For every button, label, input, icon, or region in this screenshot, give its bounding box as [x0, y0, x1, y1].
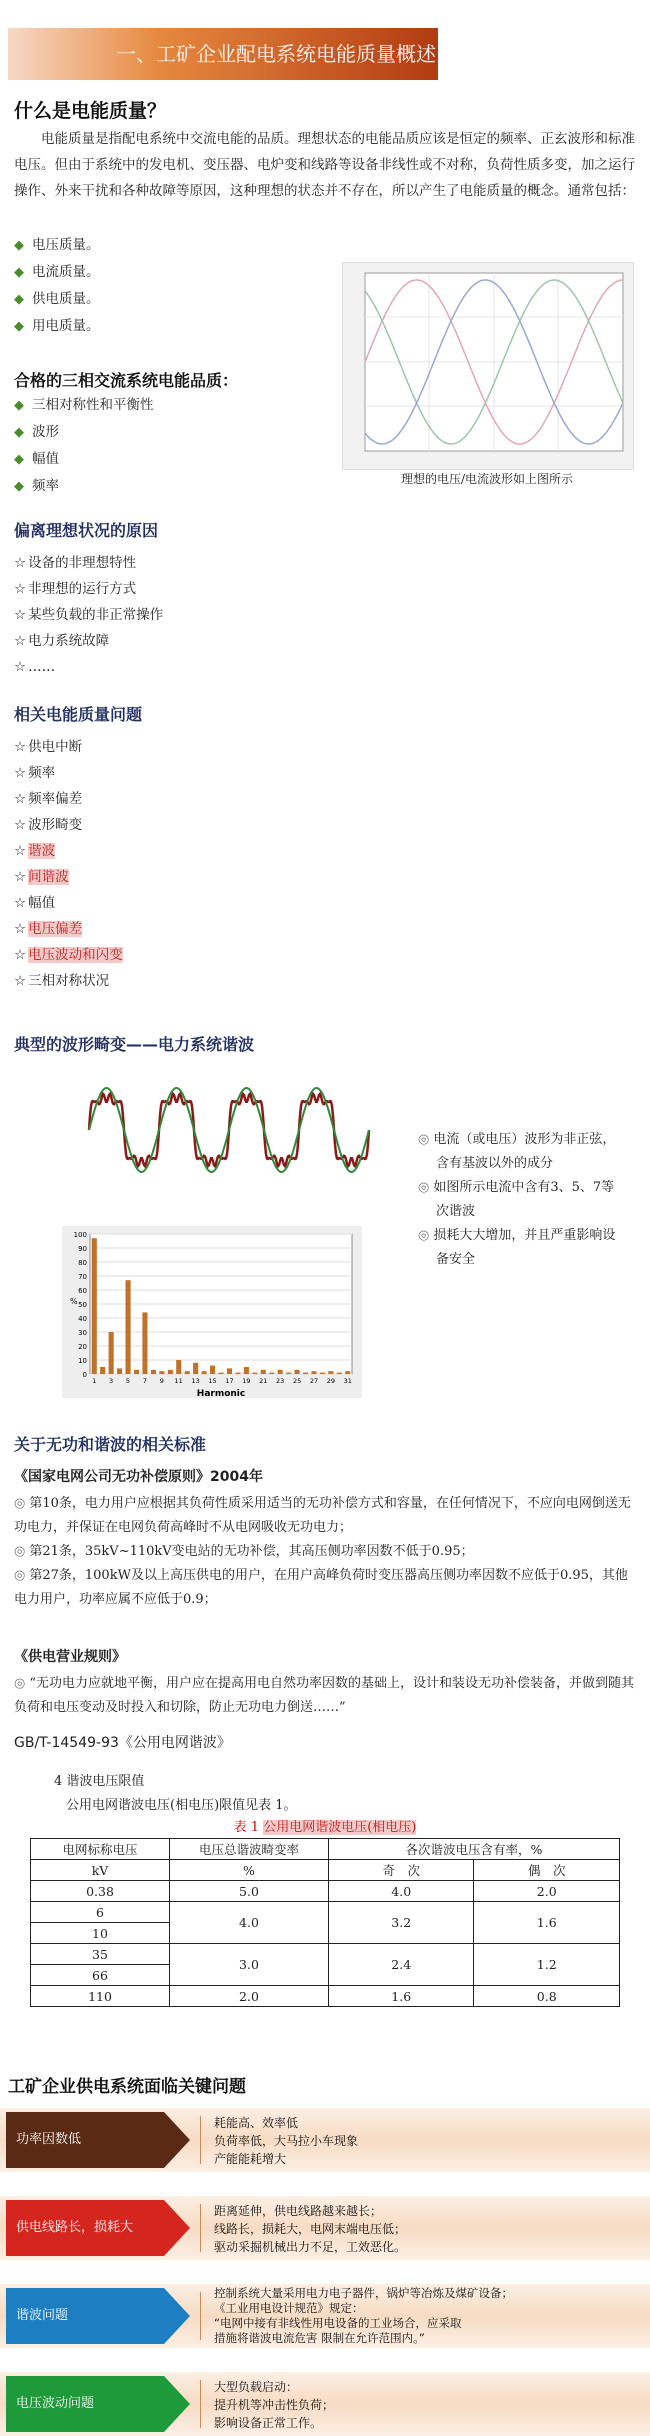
- y-tick-label: 60: [78, 1287, 87, 1295]
- diamond-icon: ◆: [14, 398, 24, 413]
- bar: [345, 1371, 350, 1374]
- header-cell: kV: [31, 1860, 170, 1881]
- cell: 1.6: [474, 1902, 620, 1944]
- x-tick-label: 13: [191, 1377, 200, 1385]
- key-problem-line: “电网中接有非线性用电设备的工业场合，应采取: [214, 2316, 462, 2330]
- circle-bullet-icon: ◎: [14, 1568, 26, 1583]
- bar: [159, 1371, 164, 1374]
- bar: [134, 1370, 139, 1374]
- distorted-wave-figure: [84, 1070, 374, 1190]
- cell: 3.2: [329, 1902, 474, 1944]
- bar: [328, 1371, 333, 1374]
- bar: [176, 1360, 181, 1374]
- x-axis-label: Harmonic: [196, 1389, 246, 1398]
- section-title: 4 谐波电压限值: [54, 1774, 145, 1789]
- what-paragraph: 电能质量是指配电系统中交流电能的品质。理想状态的电能品质应该是恒定的频率、正玄波形和标准电压。但由于系统中的发电机、变压器、电炉变和线路等设备非线性或不对称，负荷性质多变，加之运行操作、外来干扰和各种故障等原因，这种理想的状态并不存在，所以产生了电能质量的概念。通常包括：: [14, 131, 635, 199]
- cell: 10: [31, 1923, 170, 1944]
- cell: 4.0: [170, 1902, 329, 1944]
- bar: [278, 1370, 283, 1374]
- star-icon: ☆: [14, 765, 27, 781]
- list-item: ☆ ……: [14, 659, 56, 675]
- list-item: ☆ 设备的非理想特性: [14, 555, 137, 571]
- doc1-item: ◎ 第10条，电力用户应根据其负荷性质采用适当的无功补偿方式和容量，在任何情况下，不应向电网倒送无功电力，并保证在电网负荷高峰时不从电网吸收无功电力；: [14, 1496, 631, 1535]
- star-icon: ☆: [14, 581, 27, 597]
- problems-list: [14, 734, 123, 994]
- table-row: [31, 1944, 620, 1965]
- list-item: ◆ 波形: [14, 424, 59, 440]
- key-problem-line: 提升机等冲击性负荷；: [214, 2398, 335, 2412]
- star-icon: ☆: [14, 869, 27, 885]
- key-problem-row: [0, 2196, 650, 2260]
- sine-wave-svg: [343, 263, 633, 469]
- list-item: ☆ 频率: [14, 765, 56, 781]
- cell: 1.6: [329, 1986, 474, 2007]
- cell: 66: [31, 1965, 170, 1986]
- y-tick-label: 0: [82, 1371, 87, 1379]
- y-tick-label: 20: [78, 1343, 87, 1351]
- y-tick-label: 100: [73, 1231, 87, 1239]
- harmonic-bullet: ◎ 电流（或电压）波形为非正弦，含有基波以外的成分: [418, 1132, 616, 1171]
- x-tick-label: 15: [208, 1377, 217, 1385]
- y-tick-label: 30: [78, 1329, 87, 1337]
- divider: [200, 2204, 201, 2252]
- key-problem-line: 驱动采掘机械出力不足，工效恶化。: [214, 2240, 407, 2254]
- harmonic-bullet: ◎ 如图所示电流中含有3、5、7等次谐波: [418, 1180, 615, 1219]
- diamond-icon: ◆: [14, 238, 24, 253]
- cell: 2.0: [170, 1986, 329, 2007]
- sine-wave-figure: [342, 262, 634, 470]
- list-item: ☆ 谐波: [14, 843, 56, 859]
- bar: [126, 1280, 131, 1374]
- divider: [200, 2116, 201, 2164]
- bar: [193, 1363, 198, 1374]
- bar: [210, 1366, 215, 1374]
- x-tick-label: 7: [142, 1377, 147, 1385]
- what-heading: 什么是电能质量？: [14, 100, 167, 122]
- cell: 4.0: [329, 1881, 474, 1902]
- star-icon: ☆: [14, 895, 27, 911]
- list-item: ◆ 供电质量。: [14, 291, 100, 307]
- key-problem-line: 影响设备正常工作。: [214, 2416, 323, 2430]
- y-axis-label: %: [70, 1297, 78, 1306]
- table-row: [31, 1902, 620, 1923]
- star-icon: ☆: [14, 791, 27, 807]
- bar: [227, 1368, 232, 1374]
- key-problem-label: 谐波问题: [16, 2308, 69, 2323]
- x-tick-label: 9: [159, 1377, 164, 1385]
- bar: [244, 1367, 249, 1374]
- bar: [92, 1238, 97, 1374]
- list-item: ◆ 用电质量。: [14, 318, 100, 334]
- problems-heading: 相关电能质量问题: [14, 705, 143, 724]
- circle-bullet-icon: ◎: [14, 1544, 26, 1559]
- cell: 3.0: [170, 1944, 329, 1986]
- y-tick-label: 10: [78, 1357, 87, 1365]
- deviation-heading: 偏离理想状况的原因: [14, 521, 159, 540]
- x-tick-label: 25: [292, 1377, 302, 1385]
- header-cell: 电压总谐波畸变率: [170, 1839, 329, 1860]
- what-list: [14, 232, 100, 340]
- key-problem-label: 电压波动问题: [16, 2396, 95, 2411]
- star-icon: ☆: [14, 633, 27, 649]
- x-tick-label: 1: [92, 1377, 97, 1385]
- key-problem-line: 大型负载启动：: [214, 2380, 299, 2394]
- bar: [109, 1332, 114, 1374]
- circle-bullet-icon: ◎: [418, 1180, 430, 1195]
- divider: [200, 2292, 201, 2340]
- qualified-list: [14, 392, 154, 500]
- bar: [117, 1368, 122, 1374]
- table-caption: 表 1 公用电网谐波电压(相电压): [233, 1820, 417, 1835]
- star-icon: ☆: [14, 659, 27, 675]
- table-row: [31, 1881, 620, 1902]
- star-icon: ☆: [14, 921, 27, 937]
- diamond-icon: ◆: [14, 319, 24, 334]
- circle-bullet-icon: ◎: [418, 1228, 430, 1243]
- list-item: ☆ 电压波动和闪变: [14, 947, 123, 963]
- cell: 6: [31, 1902, 170, 1923]
- cell: 2.4: [329, 1944, 474, 1986]
- diamond-icon: ◆: [14, 425, 24, 440]
- circle-bullet-icon: ◎: [14, 1496, 26, 1511]
- key-problem-label: 功率因数低: [16, 2132, 82, 2147]
- key-problem-line: 产能能耗增大: [214, 2152, 287, 2166]
- key-problem-line: 距离延伸，供电线路越来越长；: [214, 2204, 383, 2218]
- key-problem-line: 耗能高、效率低: [214, 2116, 299, 2130]
- harmonic-chart-svg: [62, 1226, 362, 1398]
- header-cell: 偶 次: [474, 1860, 620, 1881]
- header-cell: 奇 次: [329, 1860, 474, 1881]
- harmonic-limit-table: [30, 1838, 620, 2007]
- divider: [200, 2380, 201, 2428]
- star-icon: ☆: [14, 739, 27, 755]
- x-tick-label: 17: [225, 1377, 234, 1385]
- bar: [311, 1371, 316, 1374]
- bar: [320, 1373, 325, 1374]
- standards-heading: 关于无功和谐波的相关标准: [14, 1435, 207, 1454]
- y-tick-label: 80: [78, 1259, 87, 1267]
- key-problem-line: 线路长，损耗大，电网末端电压低；: [214, 2222, 407, 2236]
- x-tick-label: 19: [242, 1377, 251, 1385]
- key-problem-row: [0, 2108, 650, 2172]
- cell: 110: [31, 1986, 170, 2007]
- y-tick-label: 40: [78, 1315, 87, 1323]
- star-icon: ☆: [14, 607, 27, 623]
- list-item: ◆ 幅值: [14, 451, 59, 467]
- list-item: ☆ 频率偏差: [14, 791, 83, 807]
- header-cell: %: [170, 1860, 329, 1881]
- distorted-wave-svg: [84, 1070, 374, 1190]
- section-text: 公用电网谐波电压(相电压)限值见表 1。: [66, 1798, 297, 1813]
- key-problem-text: [214, 2286, 634, 2346]
- list-item: ☆ 某些负载的非正常操作: [14, 607, 164, 623]
- cell: 0.38: [31, 1881, 170, 1902]
- star-icon: ☆: [14, 973, 27, 989]
- key-problem-line: 负荷率低，大马拉小车现象: [214, 2134, 359, 2148]
- harmonic-bar-chart: [62, 1226, 362, 1398]
- x-tick-label: 21: [259, 1377, 268, 1385]
- doc1-list: [14, 1492, 638, 1612]
- y-tick-label: 70: [78, 1273, 87, 1281]
- list-item: ◆ 电流质量。: [14, 264, 100, 280]
- x-tick-label: 11: [174, 1377, 183, 1385]
- deviation-list: [14, 550, 163, 680]
- banner-title: 一、工矿企业配电系统电能质量概述: [116, 42, 436, 66]
- x-tick-label: 29: [326, 1377, 336, 1385]
- harmonic-bullets: [418, 1128, 618, 1272]
- list-item: ☆ 供电中断: [14, 739, 83, 755]
- cell: 35: [31, 1944, 170, 1965]
- bar: [168, 1370, 173, 1374]
- doc3-title: GB/T-14549-93《公用电网谐波》: [14, 1735, 231, 1751]
- circle-bullet-icon: ◎: [418, 1132, 430, 1147]
- bar: [202, 1371, 207, 1374]
- list-item: ☆ 电力系统故障: [14, 633, 110, 649]
- cell: 1.2: [474, 1944, 620, 1986]
- diamond-icon: ◆: [14, 452, 24, 467]
- doc2-title: 《供电营业规则》: [14, 1649, 126, 1665]
- header-cell: 电网标称电压: [31, 1839, 170, 1860]
- key-problem-label: 供电线路长，损耗大: [16, 2220, 134, 2235]
- list-item: ☆ 间谐波: [14, 869, 69, 885]
- x-tick-label: 31: [343, 1377, 352, 1385]
- key-problem-line: 《工业用电设计规范》规定：: [214, 2301, 364, 2315]
- diamond-icon: ◆: [14, 292, 24, 307]
- qualified-heading: 合格的三相交流系统电能品质：: [14, 371, 239, 390]
- header-cell: 各次谐波电压含有率，%: [329, 1839, 620, 1860]
- key-problem-text: [214, 2114, 634, 2168]
- table-row: [31, 1986, 620, 2007]
- doc1-item: ◎ 第27条，100kW及以上高压供电的用户，在用户高峰负荷时变压器高压侧功率因数不应低于0.95，其他电力用户，功率应属不应低于0.9；: [14, 1568, 628, 1607]
- section-banner: [8, 28, 438, 80]
- bar: [303, 1373, 308, 1374]
- bar: [252, 1373, 257, 1374]
- x-tick-label: 5: [125, 1377, 131, 1385]
- list-item: ☆ 幅值: [14, 895, 56, 911]
- bar: [219, 1373, 224, 1374]
- key-problem-row: [0, 2284, 650, 2348]
- star-icon: ☆: [14, 947, 27, 963]
- key-heading: 工矿企业供电系统面临关键问题: [8, 2077, 246, 2097]
- list-item: ◆ 三相对称性和平衡性: [14, 397, 154, 413]
- bar: [261, 1370, 266, 1374]
- bar: [151, 1370, 156, 1374]
- cell: 0.8: [474, 1986, 620, 2007]
- bar: [142, 1312, 147, 1374]
- key-problem-row: [0, 2372, 650, 2436]
- bar: [286, 1373, 291, 1374]
- diamond-icon: ◆: [14, 265, 24, 280]
- harmonic-bullet: ◎ 损耗大大增加，并且严重影响设备安全: [418, 1228, 616, 1267]
- bar: [185, 1371, 190, 1374]
- doc1-title: 《国家电网公司无功补偿原则》2004年: [14, 1469, 263, 1485]
- bar: [100, 1367, 105, 1374]
- doc1-item: ◎ 第21条，35kV~110kV变电站的无功补偿，其高压侧功率因数不低于0.95；: [14, 1544, 474, 1559]
- x-tick-label: 3: [109, 1377, 114, 1385]
- list-item: ☆ 三相对称状况: [14, 973, 110, 989]
- list-item: ☆ 电压偏差: [14, 921, 83, 937]
- harmonic-heading: 典型的波形畸变——电力系统谐波: [14, 1035, 255, 1054]
- list-item: ☆ 波形畸变: [14, 817, 83, 833]
- star-icon: ☆: [14, 817, 27, 833]
- list-item: ◆ 频率: [14, 478, 59, 494]
- bar: [235, 1373, 240, 1374]
- sine-caption: 理想的电压/电流波形如上图所示: [400, 472, 574, 486]
- cell: 5.0: [170, 1881, 329, 1902]
- bar: [295, 1370, 300, 1374]
- y-tick-label: 90: [78, 1245, 87, 1253]
- x-tick-label: 23: [276, 1377, 285, 1385]
- star-icon: ☆: [14, 843, 27, 859]
- x-tick-label: 27: [309, 1377, 319, 1385]
- star-icon: ☆: [14, 555, 27, 571]
- bar: [337, 1373, 342, 1374]
- key-problem-text: [214, 2378, 634, 2432]
- diamond-icon: ◆: [14, 479, 24, 494]
- y-tick-label: 50: [78, 1301, 87, 1309]
- list-item: ◆ 电压质量。: [14, 237, 100, 253]
- key-problem-line: 控制系统大量采用电力电子器件，锅炉等冶炼及煤矿设备；: [214, 2286, 513, 2300]
- doc2-item: ◎ “无功电力应就地平衡，用户应在提高用电自然功率因数的基础上，设计和装设无功补偿装备，并做到随其负荷和电压变动及时投入和切除，防止无功电力倒送……”: [14, 1676, 634, 1715]
- key-problem-line: 措施将谐波电流危害 限制在允许范围内。”: [214, 2331, 425, 2345]
- bar: [269, 1373, 274, 1374]
- circle-bullet-icon: ◎: [14, 1676, 26, 1691]
- key-problem-text: [214, 2202, 634, 2256]
- list-item: ☆ 非理想的运行方式: [14, 581, 137, 597]
- cell: 2.0: [474, 1881, 620, 1902]
